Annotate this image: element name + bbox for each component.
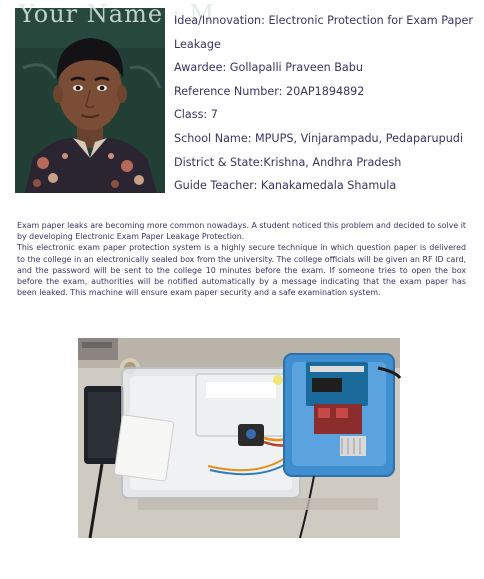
student-portrait-drawing (15, 8, 165, 193)
awardee-name: Awardee: Gollapalli Praveen Babu (174, 61, 363, 75)
awardee-info (174, 15, 474, 204)
district-state: District & State:Krishna, Andhra Pradesh (174, 155, 402, 169)
description-paragraph-1: Exam paper leaks are becoming more common nowadays. A student noticed this problem and decided to solve it by developing Electronic Exam Paper Leakage Protection. (17, 221, 466, 242)
reference-number: Reference Number: 20AP1894892 (174, 84, 365, 98)
exam-box-device-drawing (78, 338, 400, 538)
school-name: School Name: MPUPS, Vinjarampadu, Pedaparupudi (174, 131, 463, 145)
class-info: Class: 7 (174, 108, 218, 122)
idea-title-line1: Idea/Innovation: Electronic Protection for Exam Paper (174, 14, 473, 27)
project-description (17, 220, 466, 298)
device-photo (78, 338, 400, 538)
chalkboard-text: Your Name : M (19, 0, 215, 28)
description-paragraph-2: This electronic exam paper protection system is a highly secure technique in which question paper is delivered to the college in an electronically sealed box from the university. The college officials will be given an RF ID card, and the password will be sent to the college 10 minutes before the exam. If someone tries to open the box before the exam, authorities will be notified automatically by a message indicating that the exam paper has been leaked. This machine will ensure exam paper security and a safe examination system. (17, 243, 466, 298)
guide-teacher: Guide Teacher: Kanakamedala Shamula (174, 179, 397, 193)
idea-title-line2: Leakage (174, 37, 221, 51)
